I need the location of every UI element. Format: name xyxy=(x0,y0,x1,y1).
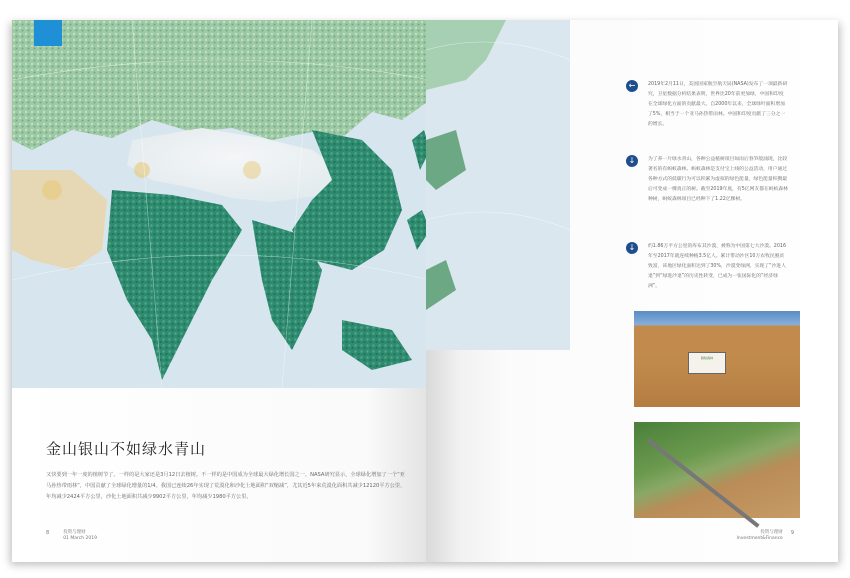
left-footer xyxy=(46,530,97,542)
section-tab xyxy=(34,20,62,46)
arrow-down-icon: ↓ xyxy=(626,242,638,254)
bullet-text: 为了养一片绿水青山，各种公益植树项目如雨后春笋般涌现，比较著名的有蚂蚁森林。蚂蚁森林是支付宝上线的公益活动，用户通过各种方式的低碳行为可以积累为虚拟的绿色能量，绿色能量积攒最后可变成一棵真正的树。截至2019年底，有5亿网友都在蚂蚁森林种树，蚂蚁森林项目已经种下了1.22亿棵树。 xyxy=(648,157,788,202)
photo-sign: 蚂蚁森林 xyxy=(688,352,726,374)
right-footer xyxy=(737,530,794,542)
right-page xyxy=(426,20,838,562)
footer-meta xyxy=(63,530,97,542)
asia-vegetation-map xyxy=(12,20,430,388)
left-page xyxy=(12,20,430,562)
magazine-subtitle: Investment&Finance xyxy=(736,536,783,541)
bullet-text: 约1.86万平方公里的库布其沙漠，被称为中国第七大沙漠。2016年至2017年就连续种植3.5亿人。累计带动沙区10万农牧民脱贫致富，该地区绿化面积达到了30%，沙漠变绿洲，实现了“沙进人退”到“绿进沙退”的历史性转变，已成为一张国际化的“经济绿洲”。 xyxy=(648,244,787,289)
page-number: 9 xyxy=(790,530,794,536)
arrow-left-icon: ← xyxy=(626,80,638,92)
article-body: 又快要到一年一度的植树节了。一样的是大家还是3月12日去植树。不一样的是中国成为全球最大绿化增长国之一。NASA研究显示，全球绿化增加了一个“亚马孙热带雨林”，中国贡献了全球绿化增量的1/4。我国已连续26年实现了荒漠化和沙化土地面积“双缩减”，尤其近5年来荒漠化面积共减少12120平方公里，年均减少2424平方公里，沙化土地面积共减少9902平方公里，年均减少1980平方公里。 xyxy=(46,472,406,500)
page-number: 8 xyxy=(46,530,50,536)
issue-date: 01 March 2019 xyxy=(63,536,97,541)
desert-greening-aerial-photo xyxy=(634,422,800,518)
arrow-down-icon: ↓ xyxy=(626,155,638,167)
magazine-title: 投资与理财 xyxy=(63,530,86,535)
article-headline: 金山银山不如绿水青山 xyxy=(46,440,207,458)
footer-meta xyxy=(737,530,783,542)
map-continuation-graphic xyxy=(426,20,570,350)
map-graphic xyxy=(12,20,430,388)
magazine-title: 投资与理财 xyxy=(760,530,783,535)
map-continuation xyxy=(426,20,570,350)
bullet-text: 2019年2月11日，美国国家航空航天局(NASA)发布了一项最新研究，卫星数据分析结果表明，世界比20年前更加绿，中国和印度在全球绿化方面的贡献最大。自2000年以来，全球绿叶面积增加了5%，相当于一个亚马孙热带雨林。中国和印度贡献了三分之一的增长。 xyxy=(648,82,788,127)
